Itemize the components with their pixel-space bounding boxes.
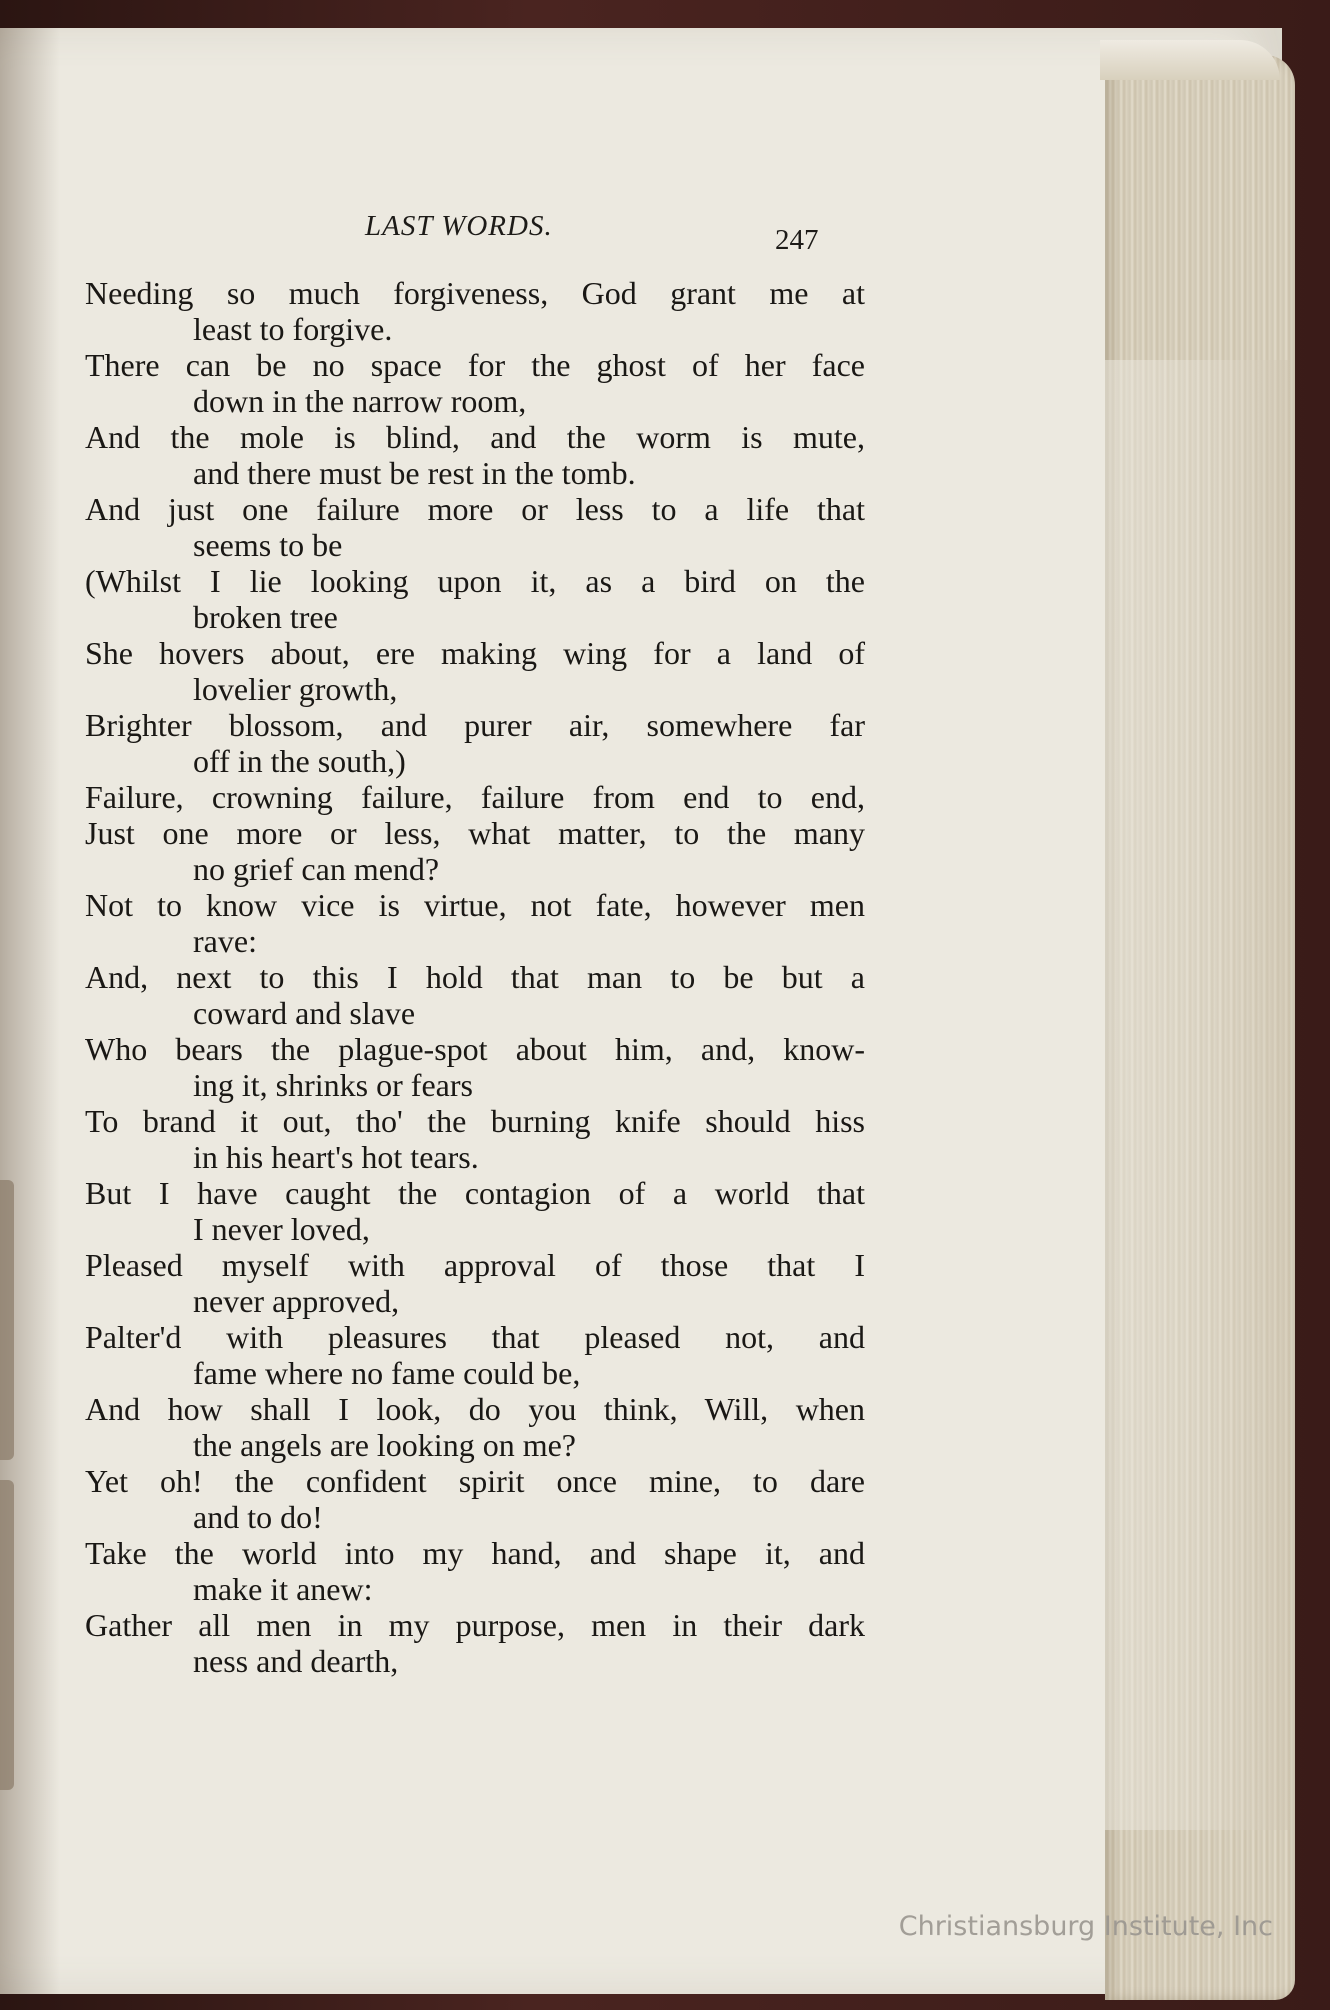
poem-line (85, 1391, 865, 1463)
poem-line (85, 887, 865, 959)
poem-line (85, 1607, 865, 1679)
poem-line-continuation: ing it, shrinks or fears (193, 1067, 473, 1103)
running-title: LAST WORDS. (365, 210, 553, 242)
poem-line-continuation: and to do! (193, 1499, 323, 1535)
poem-line-text: Brighter blossom, and purer air, somewhere far (85, 707, 865, 743)
poem-line-text: And just one failure more or less to a life that (85, 491, 865, 527)
poem-line-text: And the mole is blind, and the worm is mute, (85, 419, 865, 455)
page-edge-corner (1100, 40, 1280, 80)
poem-line (85, 707, 865, 779)
poem-line-text: Who bears the plague-spot about him, and, know- (85, 1031, 865, 1067)
poem-line-text: And, next to this I hold that man to be but a (85, 959, 865, 995)
poem-line-continuation: least to forgive. (193, 311, 393, 347)
poem-line-text: There can be no space for the ghost of her face (85, 347, 865, 383)
binding-thread (0, 1480, 14, 1790)
poem-line (85, 1319, 865, 1391)
poem-line-continuation: and there must be rest in the tomb. (193, 455, 636, 491)
poem-line-text: Yet oh! the confident spirit once mine, to dare (85, 1463, 865, 1499)
poem-text (85, 275, 865, 1679)
poem-line-text: Take the world into my hand, and shape it, and (85, 1535, 865, 1571)
page-number: 247 (775, 224, 819, 256)
poem-line (85, 635, 865, 707)
poem-line (85, 419, 865, 491)
poem-line (85, 1103, 865, 1175)
poem-line (85, 959, 865, 1031)
poem-line (85, 491, 865, 563)
poem-line-continuation: seems to be (193, 527, 343, 563)
poem-line-text: Gather all men in my purpose, men in their dark (85, 1607, 865, 1643)
poem-line-text: Palter'd with pleasures that pleased not, and (85, 1319, 865, 1355)
poem-line-text: Failure, crowning failure, failure from end to end, (85, 779, 865, 815)
poem-line-continuation: lovelier growth, (193, 671, 398, 707)
poem-line (85, 1247, 865, 1319)
poem-line-continuation: the angels are looking on me? (193, 1427, 576, 1463)
poem-line-continuation: rave: (193, 923, 257, 959)
poem-line-continuation: I never loved, (193, 1211, 370, 1247)
poem-line-text: She hovers about, ere making wing for a land of (85, 635, 865, 671)
poem-line-text: Just one more or less, what matter, to the many (85, 815, 865, 851)
watermark: Christiansburg Institute, Inc (898, 1911, 1273, 1942)
poem-line-text: (Whilst I lie looking upon it, as a bird on the (85, 563, 865, 599)
poem-line-continuation: broken tree (193, 599, 338, 635)
page-header (85, 210, 845, 256)
binding-thread (0, 1180, 14, 1460)
poem-line (85, 275, 865, 347)
poem-line-continuation: in his heart's hot tears. (193, 1139, 479, 1175)
poem-line-continuation: down in the narrow room, (193, 383, 527, 419)
poem-line (85, 815, 865, 887)
poem-line-text: To brand it out, tho' the burning knife should hiss (85, 1103, 865, 1139)
poem-line-text: Not to know vice is virtue, not fate, however men (85, 887, 865, 923)
poem-line-continuation: coward and slave (193, 995, 416, 1031)
poem-line-continuation: never approved, (193, 1283, 400, 1319)
poem-line-continuation: no grief can mend? (193, 851, 440, 887)
poem-line-continuation: fame where no fame could be, (193, 1355, 581, 1391)
poem-line (85, 1175, 865, 1247)
poem-line (85, 347, 865, 419)
poem-line-continuation: make it anew: (193, 1571, 373, 1607)
poem-line-text: Needing so much forgiveness, God grant me at (85, 275, 865, 311)
poem-line (85, 563, 865, 635)
poem-line (85, 1535, 865, 1607)
poem-line (85, 779, 865, 815)
poem-line-text: Pleased myself with approval of those that I (85, 1247, 865, 1283)
page-edge-highlight (1100, 360, 1290, 1830)
poem-line-continuation: ness and dearth, (193, 1643, 399, 1679)
poem-line-continuation: off in the south,) (193, 743, 406, 779)
poem-line (85, 1031, 865, 1103)
poem-line (85, 1463, 865, 1535)
poem-line-text: But I have caught the contagion of a world that (85, 1175, 865, 1211)
poem-line-text: And how shall I look, do you think, Will, when (85, 1391, 865, 1427)
